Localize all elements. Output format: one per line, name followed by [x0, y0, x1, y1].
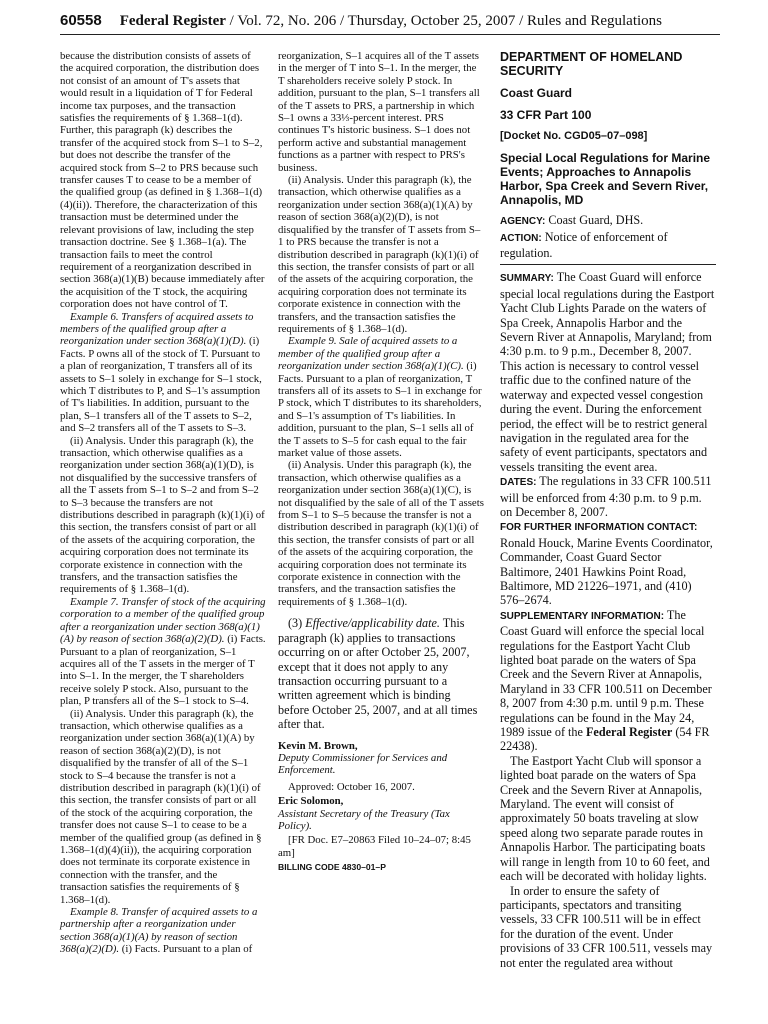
- example-9-analysis: (ii) Analysis. Under this paragraph (k), the transaction, which otherwise qualifies as a reorganization under section 368(a)(1)(C), is not disqualified by the sale of all of the T assets from S–1 to S–5 because the transfer is not a distribution described in paragraph (k)(1)(i) of this section, the transfer consists of part or all of the assets of the acquiring corporation, the acquiring corporation does not terminate its corporate existence in connection with the transfers, and the transaction satisfies the requirements of § 1.368–1(d).: [278, 459, 484, 608]
- publication-name: Federal Register: [119, 13, 226, 29]
- effective-date-number: (3): [288, 616, 306, 631]
- example-8-continued: reorganization, S–1 acquires all of the T assets in the merger of T into S–1. In the merger, the T shareholders receive solely P stock. In addition, pursuant to the plan, S–1 transfers all of the T assets to PRS, a partnership in which S–1 owns a 33⅓-percent interest. PRS continues T's historic business. S–1 does not perform active and substantial management functions as a partner with respect to PRS's business.: [278, 50, 480, 174]
- example-8-title: Example 8. Transfer of acquired assets to a partnership after a reorganization under section 368(a)(1)(A) by reason of section 368(a)(2)(D).: [60, 906, 258, 956]
- example-8: [60, 906, 266, 956]
- contact-field: [500, 519, 716, 607]
- example-8-analysis: (ii) Analysis. Under this paragraph (k), the transaction, which otherwise qualifies as a reorganization under section 368(a)(1)(A) by reason of section 368(a)(2)(D), is not disqualified by the transfer of T assets from S–1 to PRS because the transfer is not a distribution described in paragraph (k)(1)(i) of this section, the transfer consists of part or all of the assets of the acquiring corporation, the acquiring corporation does not terminate its corporate existence in connection with the transfers, and the transaction satisfies the requirements of § 1.368–1(d).: [278, 174, 481, 335]
- signer-2-name: Eric Solomon,: [278, 795, 344, 808]
- column-3: [500, 50, 716, 970]
- department-heading: DEPARTMENT OF HOMELAND SECURITY: [500, 50, 683, 78]
- action-field: [500, 230, 716, 261]
- safety-paragraph: In order to ensure the safety of participants, spectators and transiting vessels, 33 CFR 100.511 will be in effect for the duration of the event. Under provisions of 33 CFR 100.511, vessels may not enter the regulated area without: [500, 883, 713, 970]
- supplementary-label: SUPPLEMENTARY INFORMATION:: [500, 610, 665, 622]
- effective-date-paragraph: [278, 616, 484, 731]
- dates-field: [500, 474, 716, 519]
- example-7-facts: (i) Facts. Pursuant to a plan of reorganization, S–1 acquires all of the T assets in the merger of T into S–1. In the merger, the T shareholders receive solely P stock. Also, pursuant to the plan, P transfers all of the S–1 stock to S–4.: [60, 633, 266, 708]
- example-6-analysis: (ii) Analysis. Under this paragraph (k), the transaction, which otherwise qualifies as a reorganization under section 368(a)(1)(D), is not disqualified by the successive transfers of all the T assets from S–1 to S–2 and from S–2 to S–3 because the transfers are not distributions described in paragraph (k)(1)(i) of this section, the transfers consist of part or all of the assets of the acquiring corporation, the acquiring corporation does not terminate its corporate existence in connection with the transfers, and the transaction satisfies the requirements of § 1.368–1(d).: [60, 434, 265, 596]
- signer-1-title: Deputy Commissioner for Services and Enforcement.: [278, 751, 448, 777]
- section-divider: [500, 264, 716, 265]
- continued-paragraph: because the distribution consists of assets of the acquired corporation, the distribution does not consist of an amount of T's assets that would result in a liquidation of T for Federal income tax purposes, and the transaction satisfies the requirements of § 1.368–1(d). Further, this paragraph (k) describes the transfer of the acquired stock from S–1 to S–2, but does not describe the transfer of the acquired stock from S–2 to PRS because such transfer causes T to cease to be a member of the qualified group (as defined in § 1.368–1(d)(4)(ii)). Therefore, the characterization of this transaction must be determined under the relevant provisions of law, including the step transaction doctrine. See § 1.368–1(a). The transaction fails to meet the control requirement of a reorganization described in section 368(a)(1)(B) because immediately after the acquisition of the T stock, the acquiring corporation does not have control of T.: [60, 50, 265, 311]
- effective-date-title: Effective/applicability date.: [305, 616, 440, 631]
- example-7-analysis: (ii) Analysis. Under this paragraph (k), the transaction, which otherwise qualifies as a reorganization under section 368(a)(1)(A) by reason of section 368(a)(2)(D), is not disqualified by the transfer of all of the S–1 stock to S–4 because the transfer is not a distribution described in paragraph (k)(1)(i) of this section, the transfer consists of part or all of the stock of the acquiring corporation, the transfer does not cause S–1 to cease to be a member of the qualified group (as defined in § 1.368–1(d)(4)(ii)), the acquiring corporation does not terminate its corporate existence in connection with the transfer, and the transaction satisfies the requirements of § 1.368–1(d).: [60, 707, 262, 906]
- dates-label: DATES:: [500, 477, 537, 489]
- signer-2-title: Assistant Secretary of the Treasury (Tax Policy).: [278, 807, 450, 832]
- summary-field: [500, 270, 716, 474]
- contact-text: Ronald Houck, Marine Events Coordinator, Commander, Coast Guard Sector Baltimore, 2401 Hawkins Point Road, Baltimore, MD 21226–1971, and (410) 576–2674.: [500, 535, 713, 608]
- summary-text: The Coast Guard will enforce special local regulations during the Eastport Yacht Club Lights Parade on the waters of Spa Creek, Annapolis Harbor and the Severn River at Annapolis, Maryland; from 4:30 p.m. to 9 p.m., December 8, 2007. This action is necessary to control vessel traffic due to the confined nature of the waterway and expected vessel congestion during the event. During the enforcement period, the effect will be to restrict general navigation in the regulated area for the safety of event participants, spectators and vessels transiting the event area.: [500, 270, 715, 474]
- example-9-facts: (i) Facts. Pursuant to a plan of reorganization, T transfers all of its assets to S–1 in exchange for P stock, which T distributes to its shareholders, and S–1's assumption of T's liabilities. In addition, pursuant to the plan, S–1 sells all of the T assets to S–5 for cash equal to the fair market value of those assets.: [278, 360, 482, 459]
- federal-register-ref: Federal Register: [585, 725, 673, 740]
- summary-label: SUMMARY:: [500, 273, 554, 285]
- example-9-title: Example 9. Sale of acquired assets to a member of the qualified group after a reorganization under section 368(a)(1)(C).: [278, 335, 464, 373]
- agency-text: Coast Guard, DHS.: [545, 213, 644, 228]
- effective-date-text: This paragraph (k) applies to transactions occurring on or after October 25, 2007, except that it does not apply to any transaction occurring pursuant to a written agreement which is binding before October 25, 2007, and at all times after that.: [278, 616, 478, 732]
- page-header: [60, 12, 720, 35]
- page-number: 60558: [60, 12, 102, 29]
- action-text: Notice of enforcement of regulation.: [500, 229, 668, 261]
- agency-field: [500, 213, 716, 229]
- action-label: ACTION:: [500, 232, 542, 244]
- contact-label: FOR FURTHER INFORMATION CONTACT:: [500, 522, 698, 534]
- column-2: [278, 50, 484, 874]
- example-7-title: Example 7. Transfer of stock of the acquiring corporation to a member of the qualified group after a reorganization under section 368(a)(1)(A) by reason of section 368(a)(2)(D).: [60, 595, 266, 646]
- example-6-title: Example 6. Transfers of acquired assets to members of the qualified group after a reorganization under section 368(a)(1)(D).: [60, 310, 254, 348]
- example-7: [60, 596, 266, 708]
- supplementary-text-a: The Coast Guard will enforce the special local regulations for the Eastport Yacht Club lighted boat parade on the waters of Spa Creek and the Severn River at Annapolis, Maryland in 33 CFR 100.511 on December 8, 2007 from 4:30 p.m. until 9 p.m. These regulations can be found in the May 24, 1989 issue of the: [500, 607, 712, 740]
- supplementary-field: [500, 608, 716, 754]
- example-8-facts: (i) Facts. Pursuant to a plan of: [119, 943, 253, 956]
- docket-number: [Docket No. CGD05–07–098]: [500, 129, 648, 142]
- document-title: Special Local Regulations for Marine Events; Approaches to Annapolis Harbor, Spa Creek and Severn River, Annapolis, MD: [500, 151, 711, 208]
- column-1: [60, 50, 266, 956]
- cfr-part: 33 CFR Part 100: [500, 108, 592, 123]
- example-9: [278, 335, 484, 459]
- approval-date: Approved: October 16, 2007.: [288, 780, 415, 793]
- agency-subheading: Coast Guard: [500, 86, 573, 100]
- fr-doc-line: [FR Doc. E7–20863 Filed 10–24–07; 8:45 am]: [278, 834, 471, 859]
- event-description: The Eastport Yacht Club will sponsor a lighted boat parade on the waters of Spa Creek and the Severn River at Annapolis, Maryland. The event will consist of approximately 50 boats traveling at slow speed along two separate parade routes in Annapolis Harbor. The participating boats will range in length from 10 to 60 feet, and each will be decorated with holiday lights.: [500, 753, 710, 884]
- billing-code: BILLING CODE 4830–01–P: [278, 862, 386, 873]
- issue-line: / Vol. 72, No. 206 / Thursday, October 25, 2007 / Rules and Regulations: [225, 13, 663, 29]
- example-6: [60, 311, 266, 435]
- signer-1-name: Kevin M. Brown,: [278, 739, 358, 752]
- example-6-facts: (i) Facts. P owns all of the stock of T. Pursuant to a plan of reorganization, T transfers all of its assets to S–1 solely in exchange for S–1 stock, which T distributes to P, and S–1's assumption of T's liabilities. In addition, pursuant to the plan, S–1 transfers all of the T assets to S–2, and S–2 transfers all of the T assets to S–3.: [60, 335, 262, 435]
- agency-label: AGENCY:: [500, 216, 546, 228]
- supplementary-text-b: (54 FR 22438).: [500, 725, 710, 754]
- dates-text: The regulations in 33 CFR 100.511 will be enforced from 4:30 p.m. to 9 p.m. on December 8, 2007.: [500, 474, 712, 519]
